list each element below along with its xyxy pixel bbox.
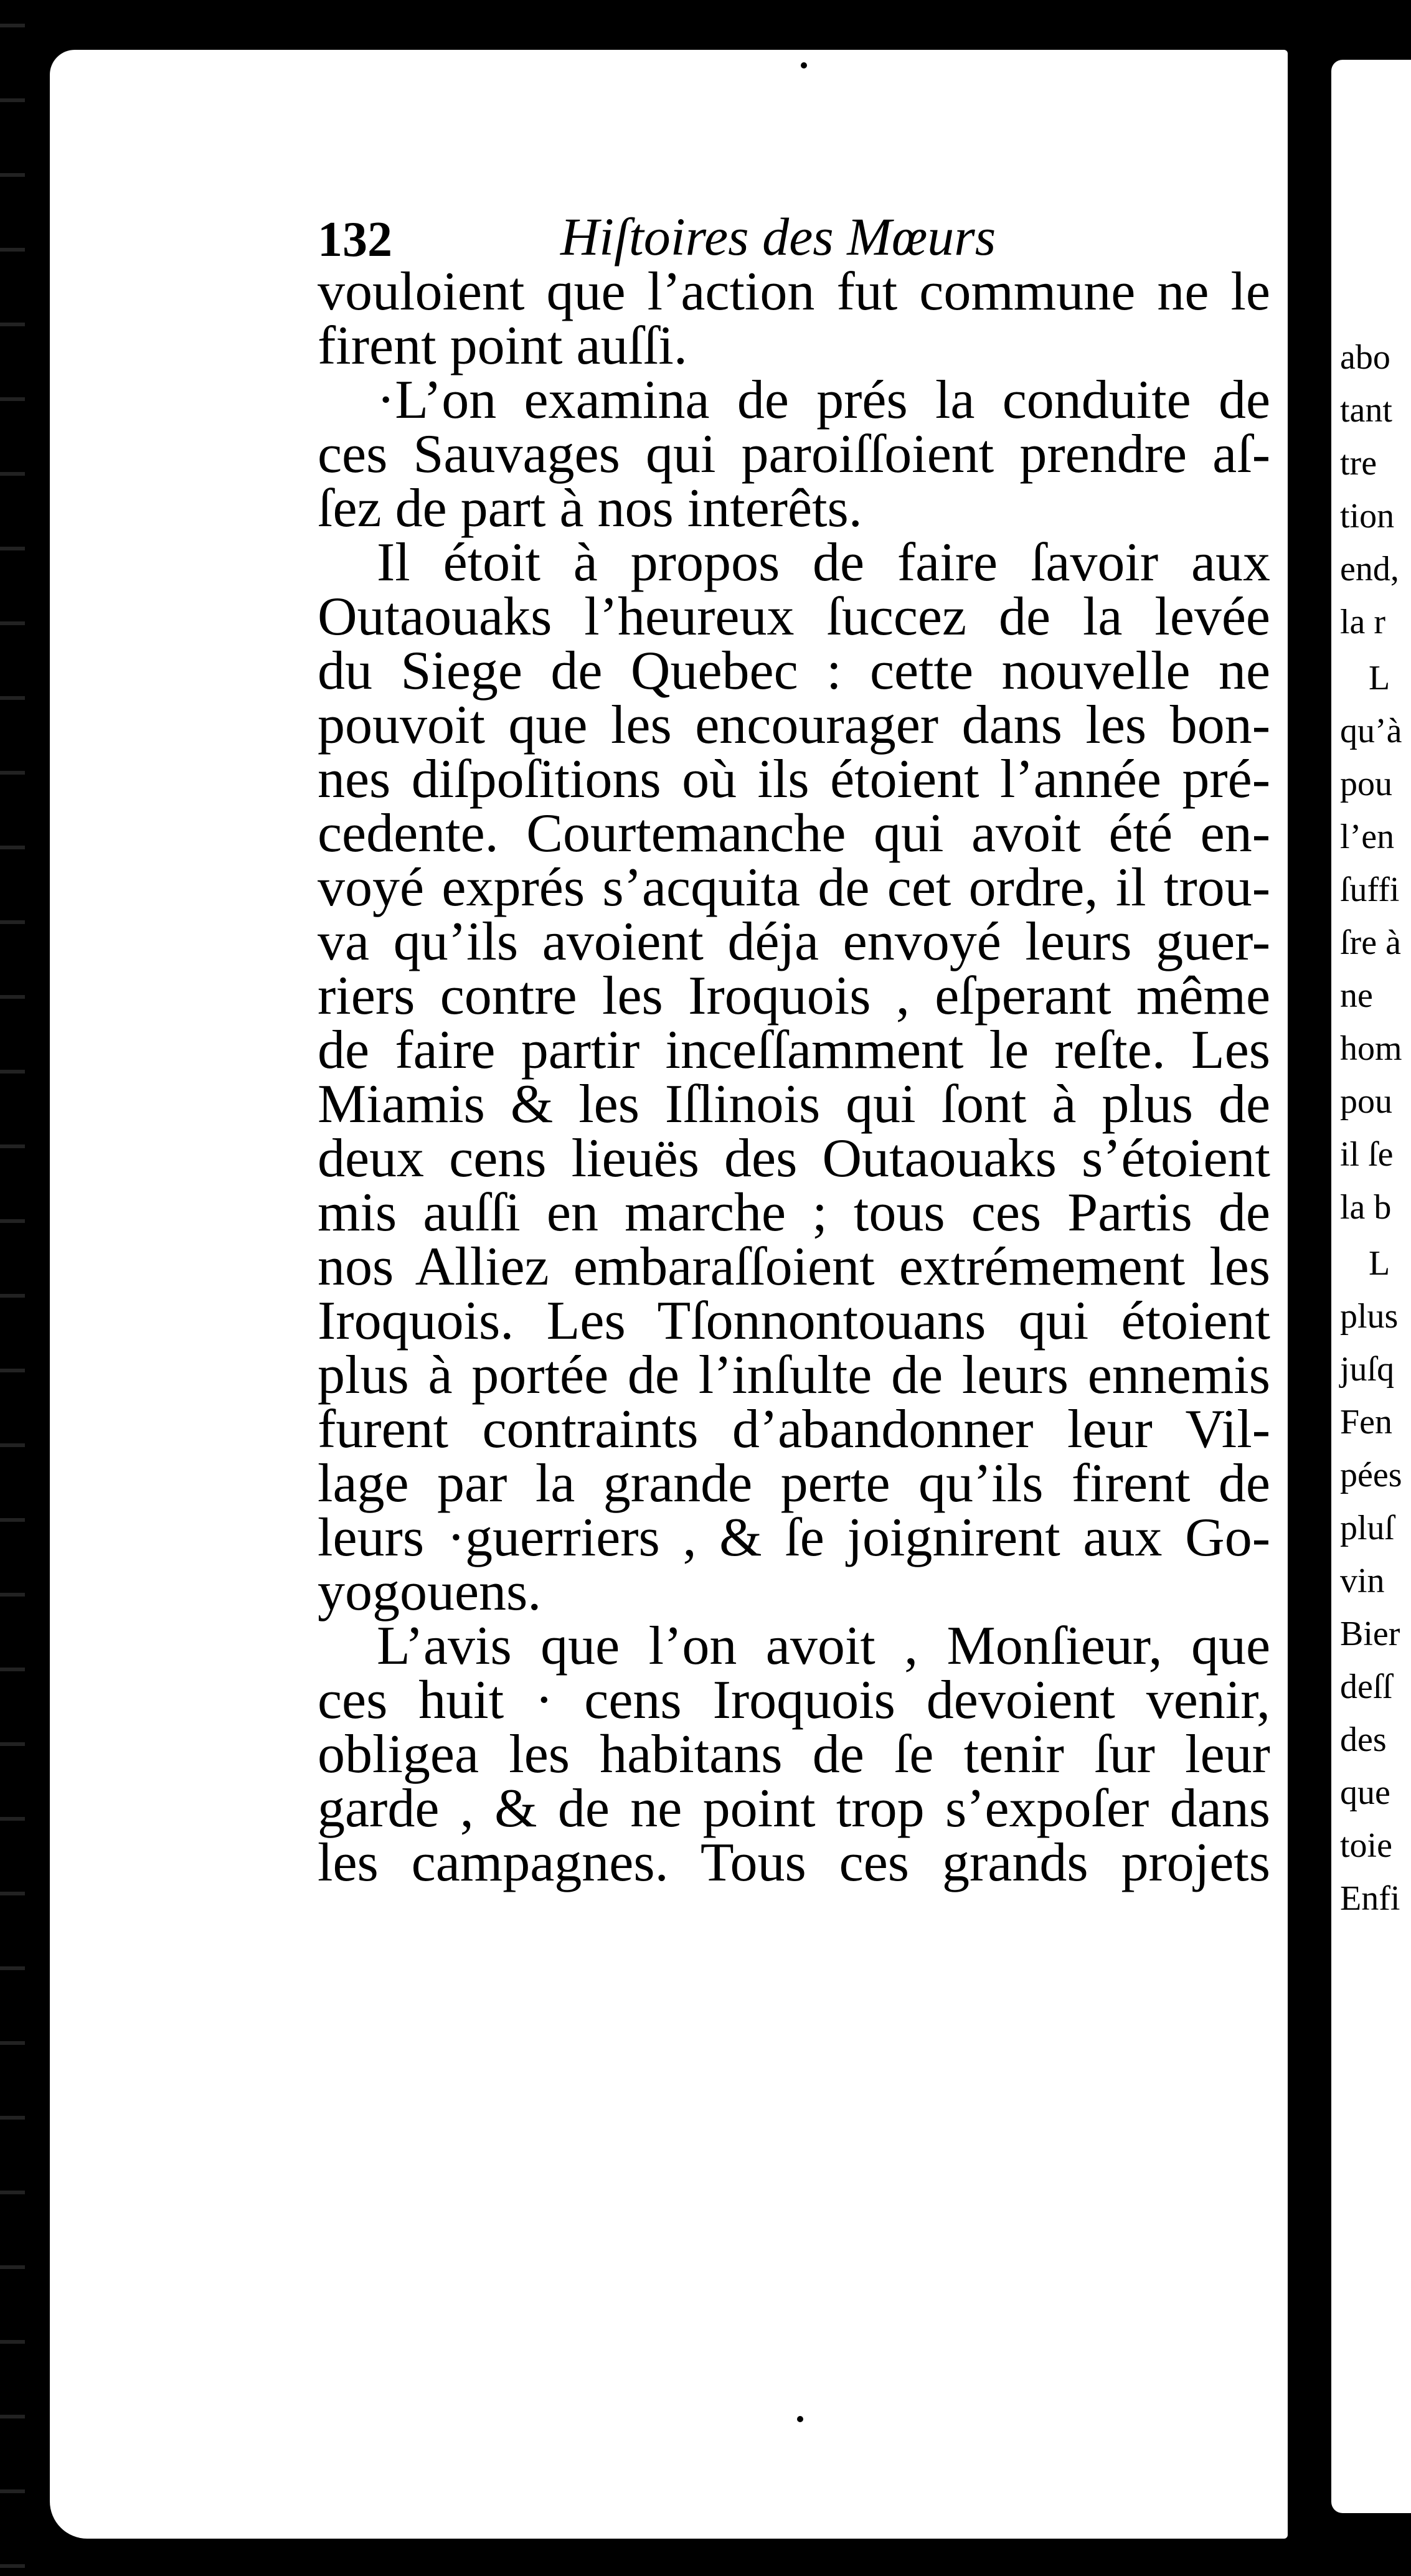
facing-page-fragment: pou: [1340, 765, 1392, 803]
facing-page-fragment: hom: [1340, 1029, 1402, 1068]
facing-page-fragment: la b: [1340, 1188, 1392, 1227]
facing-page-fragment: ſuffi: [1340, 870, 1400, 909]
facing-page-fragment: ne: [1340, 976, 1373, 1015]
text-line: deux cens lieuës des Outaouaks s’étoient: [318, 1128, 1270, 1189]
text-line: nos Alliez embaraſſoient extrémement les: [318, 1237, 1270, 1297]
text-line: les campagnes. Tous ces grands projets: [318, 1833, 1270, 1893]
facing-page-fragment: juſq: [1340, 1350, 1395, 1389]
facing-page-fragment: des: [1340, 1720, 1387, 1759]
text-line: furent contraints d’abandonner leur Vil-: [318, 1399, 1270, 1460]
facing-page-fragment: la r: [1340, 603, 1386, 641]
facing-page-fragment: L: [1369, 1244, 1390, 1283]
facing-page-fragment: tre: [1340, 444, 1377, 483]
facing-page-fragment: L: [1369, 659, 1390, 697]
facing-page-fragment: plus: [1340, 1297, 1399, 1336]
book-gutter: [1288, 56, 1331, 2516]
text-line: Outaouaks l’heureux ſuccez de la levée: [318, 587, 1270, 647]
facing-page-fragment: abo: [1340, 338, 1390, 377]
facing-page-fragment: Fen: [1340, 1403, 1392, 1441]
facing-page-fragment: qu’à: [1340, 712, 1402, 750]
text-line: garde , & de ne point trop s’expoſer dans: [318, 1778, 1270, 1839]
facing-page-fragment: Enfi: [1340, 1879, 1400, 1918]
facing-page-fragment: tant: [1340, 391, 1392, 430]
facing-page-fragment: pées: [1340, 1456, 1402, 1494]
facing-page-edge: [1331, 60, 1411, 2513]
facing-page-fragment: deſſ: [1340, 1668, 1392, 1706]
text-line: mis auſſi en marche ; tous ces Partis de: [318, 1182, 1270, 1243]
page-number: 132: [318, 212, 392, 267]
text-line: nes diſpoſitions où ils étoient l’année pré-: [318, 749, 1270, 809]
scan-left-edge: [0, 0, 25, 2576]
facing-page-fragment: Bier: [1340, 1615, 1400, 1653]
facing-page-fragment: pluſ: [1340, 1509, 1395, 1547]
text-line: obligea les habitans de ſe tenir ſur leur: [318, 1724, 1270, 1785]
ink-speck: [797, 2416, 803, 2422]
text-line: Miamis & les Iſlinois qui ſont à plus de: [318, 1074, 1270, 1135]
facing-page-fragment: end,: [1340, 550, 1399, 588]
text-line: ces Sauvages qui paroiſſoient prendre aſ-: [318, 424, 1270, 484]
text-line: Iroquois. Les Tſonnontouans qui étoient: [318, 1291, 1270, 1351]
running-head: Hiſtoires des Mœurs: [560, 207, 996, 267]
facing-page-fragment: toie: [1340, 1826, 1392, 1865]
text-line: firent point auſſi.: [318, 316, 687, 376]
text-line: ſez de part à nos interêts.: [318, 478, 862, 539]
facing-page-fragment: que: [1340, 1773, 1390, 1812]
text-line: ces huit · cens Iroquois devoient venir,: [318, 1670, 1270, 1730]
ink-speck: [801, 62, 807, 68]
text-line: va qu’ils avoient déja envoyé leurs guer-: [318, 912, 1270, 972]
page-body-text: [318, 262, 1270, 1893]
facing-page-fragment: ſre à: [1340, 923, 1401, 962]
text-line: pouvoit que les encourager dans les bon-: [318, 695, 1270, 755]
text-line: ·L’on examina de prés la conduite de: [377, 370, 1270, 430]
text-line: plus à portée de l’inſulte de leurs ennemis: [318, 1345, 1270, 1405]
text-line: de faire partir inceſſamment le reſte. Les: [318, 1020, 1270, 1080]
text-line: lage par la grande perte qu’ils firent de: [318, 1453, 1270, 1514]
text-line: cedente. Courtemanche qui avoit été en-: [318, 803, 1270, 864]
text-line: voyé exprés s’acquita de cet ordre, il trou-: [318, 857, 1270, 918]
facing-page-fragment: pou: [1340, 1082, 1392, 1121]
facing-page-fragment: vin: [1340, 1562, 1385, 1600]
text-line: vouloient que l’action fut commune ne le: [318, 262, 1270, 322]
text-line: yogouens.: [318, 1562, 542, 1622]
text-line: leurs ·guerriers , & ſe joignirent aux Go-: [318, 1507, 1270, 1568]
facing-page-fragment: l’en: [1340, 818, 1395, 856]
text-line: Il étoit à propos de faire ſavoir aux: [377, 532, 1270, 593]
text-line: L’avis que l’on avoit , Monſieur, que: [377, 1616, 1270, 1676]
text-line: riers contre les Iroquois , eſperant même: [318, 966, 1270, 1026]
facing-page-fragment: il ſe: [1340, 1135, 1394, 1174]
facing-page-fragment: tion: [1340, 497, 1395, 535]
text-line: du Siege de Quebec : cette nouvelle ne: [318, 641, 1270, 701]
